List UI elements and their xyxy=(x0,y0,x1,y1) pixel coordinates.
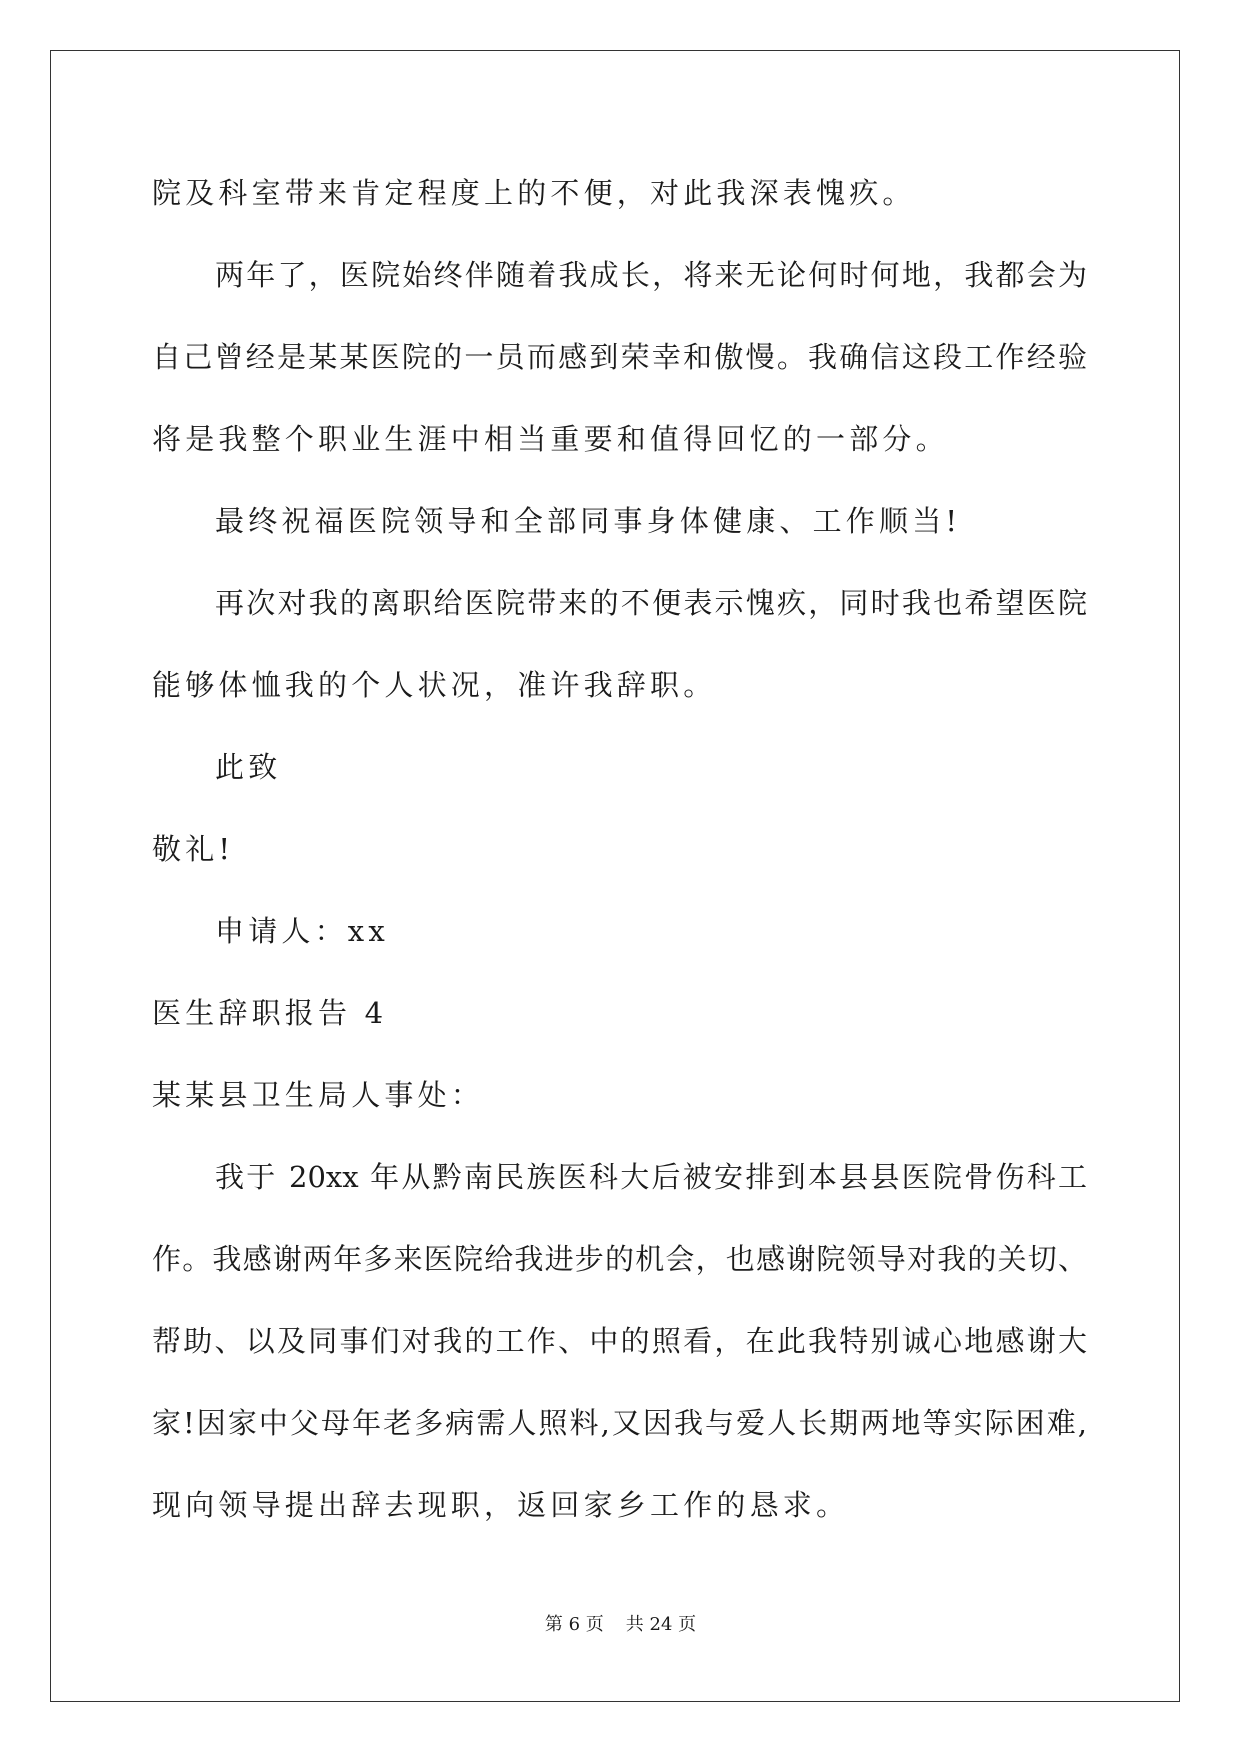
section-title: 医生辞职报告 4 xyxy=(152,996,388,1030)
page-total: 共 24 页 xyxy=(625,1614,697,1635)
paragraph-line: 作。我感谢两年多来医院给我进步的机会，也感谢院领导对我的关切、 xyxy=(152,1242,1087,1276)
paragraph-line: 能够体恤我的个人状况，准许我辞职。 xyxy=(152,668,717,702)
paragraph-line: 帮助、以及同事们对我的工作、中的照看，在此我特别诚心地感谢大 xyxy=(152,1324,1087,1358)
paragraph-line: 自己曾经是某某医院的一员而感到荣幸和傲慢。我确信这段工作经验 xyxy=(152,340,1087,374)
paragraph-line: 将是我整个职业生涯中相当重要和值得回忆的一部分。 xyxy=(152,422,949,456)
applicant-signature: 申请人：xx xyxy=(215,914,389,948)
paragraph-line: 我于 20xx 年从黔南民族医科大后被安排到本县县医院骨伤科工 xyxy=(215,1160,1087,1194)
paragraph-line: 现向领导提出辞去现职，返回家乡工作的恳求。 xyxy=(152,1488,850,1522)
paragraph-line: 院及科室带来肯定程度上的不便，对此我深表愧疚。 xyxy=(152,176,916,210)
page-border xyxy=(50,50,1180,1702)
paragraph-line: 再次对我的离职给医院带来的不便表示愧疚，同时我也希望医院 xyxy=(215,586,1087,620)
page-current: 第 6 页 xyxy=(544,1614,604,1635)
paragraph-line: 家!因家中父母年老多病需人照料,又因我与爱人长期两地等实际困难, xyxy=(152,1406,1087,1440)
recipient-line: 某某县卫生局人事处： xyxy=(152,1078,485,1112)
closing-regards: 敬礼! xyxy=(152,832,235,866)
paragraph-line: 两年了，医院始终伴随着我成长，将来无论何时何地，我都会为 xyxy=(215,258,1087,292)
page-footer xyxy=(0,1613,1241,1637)
closing-salutation: 此致 xyxy=(215,750,282,784)
paragraph-line: 最终祝福医院领导和全部同事身体健康、工作顺当! xyxy=(215,504,962,538)
